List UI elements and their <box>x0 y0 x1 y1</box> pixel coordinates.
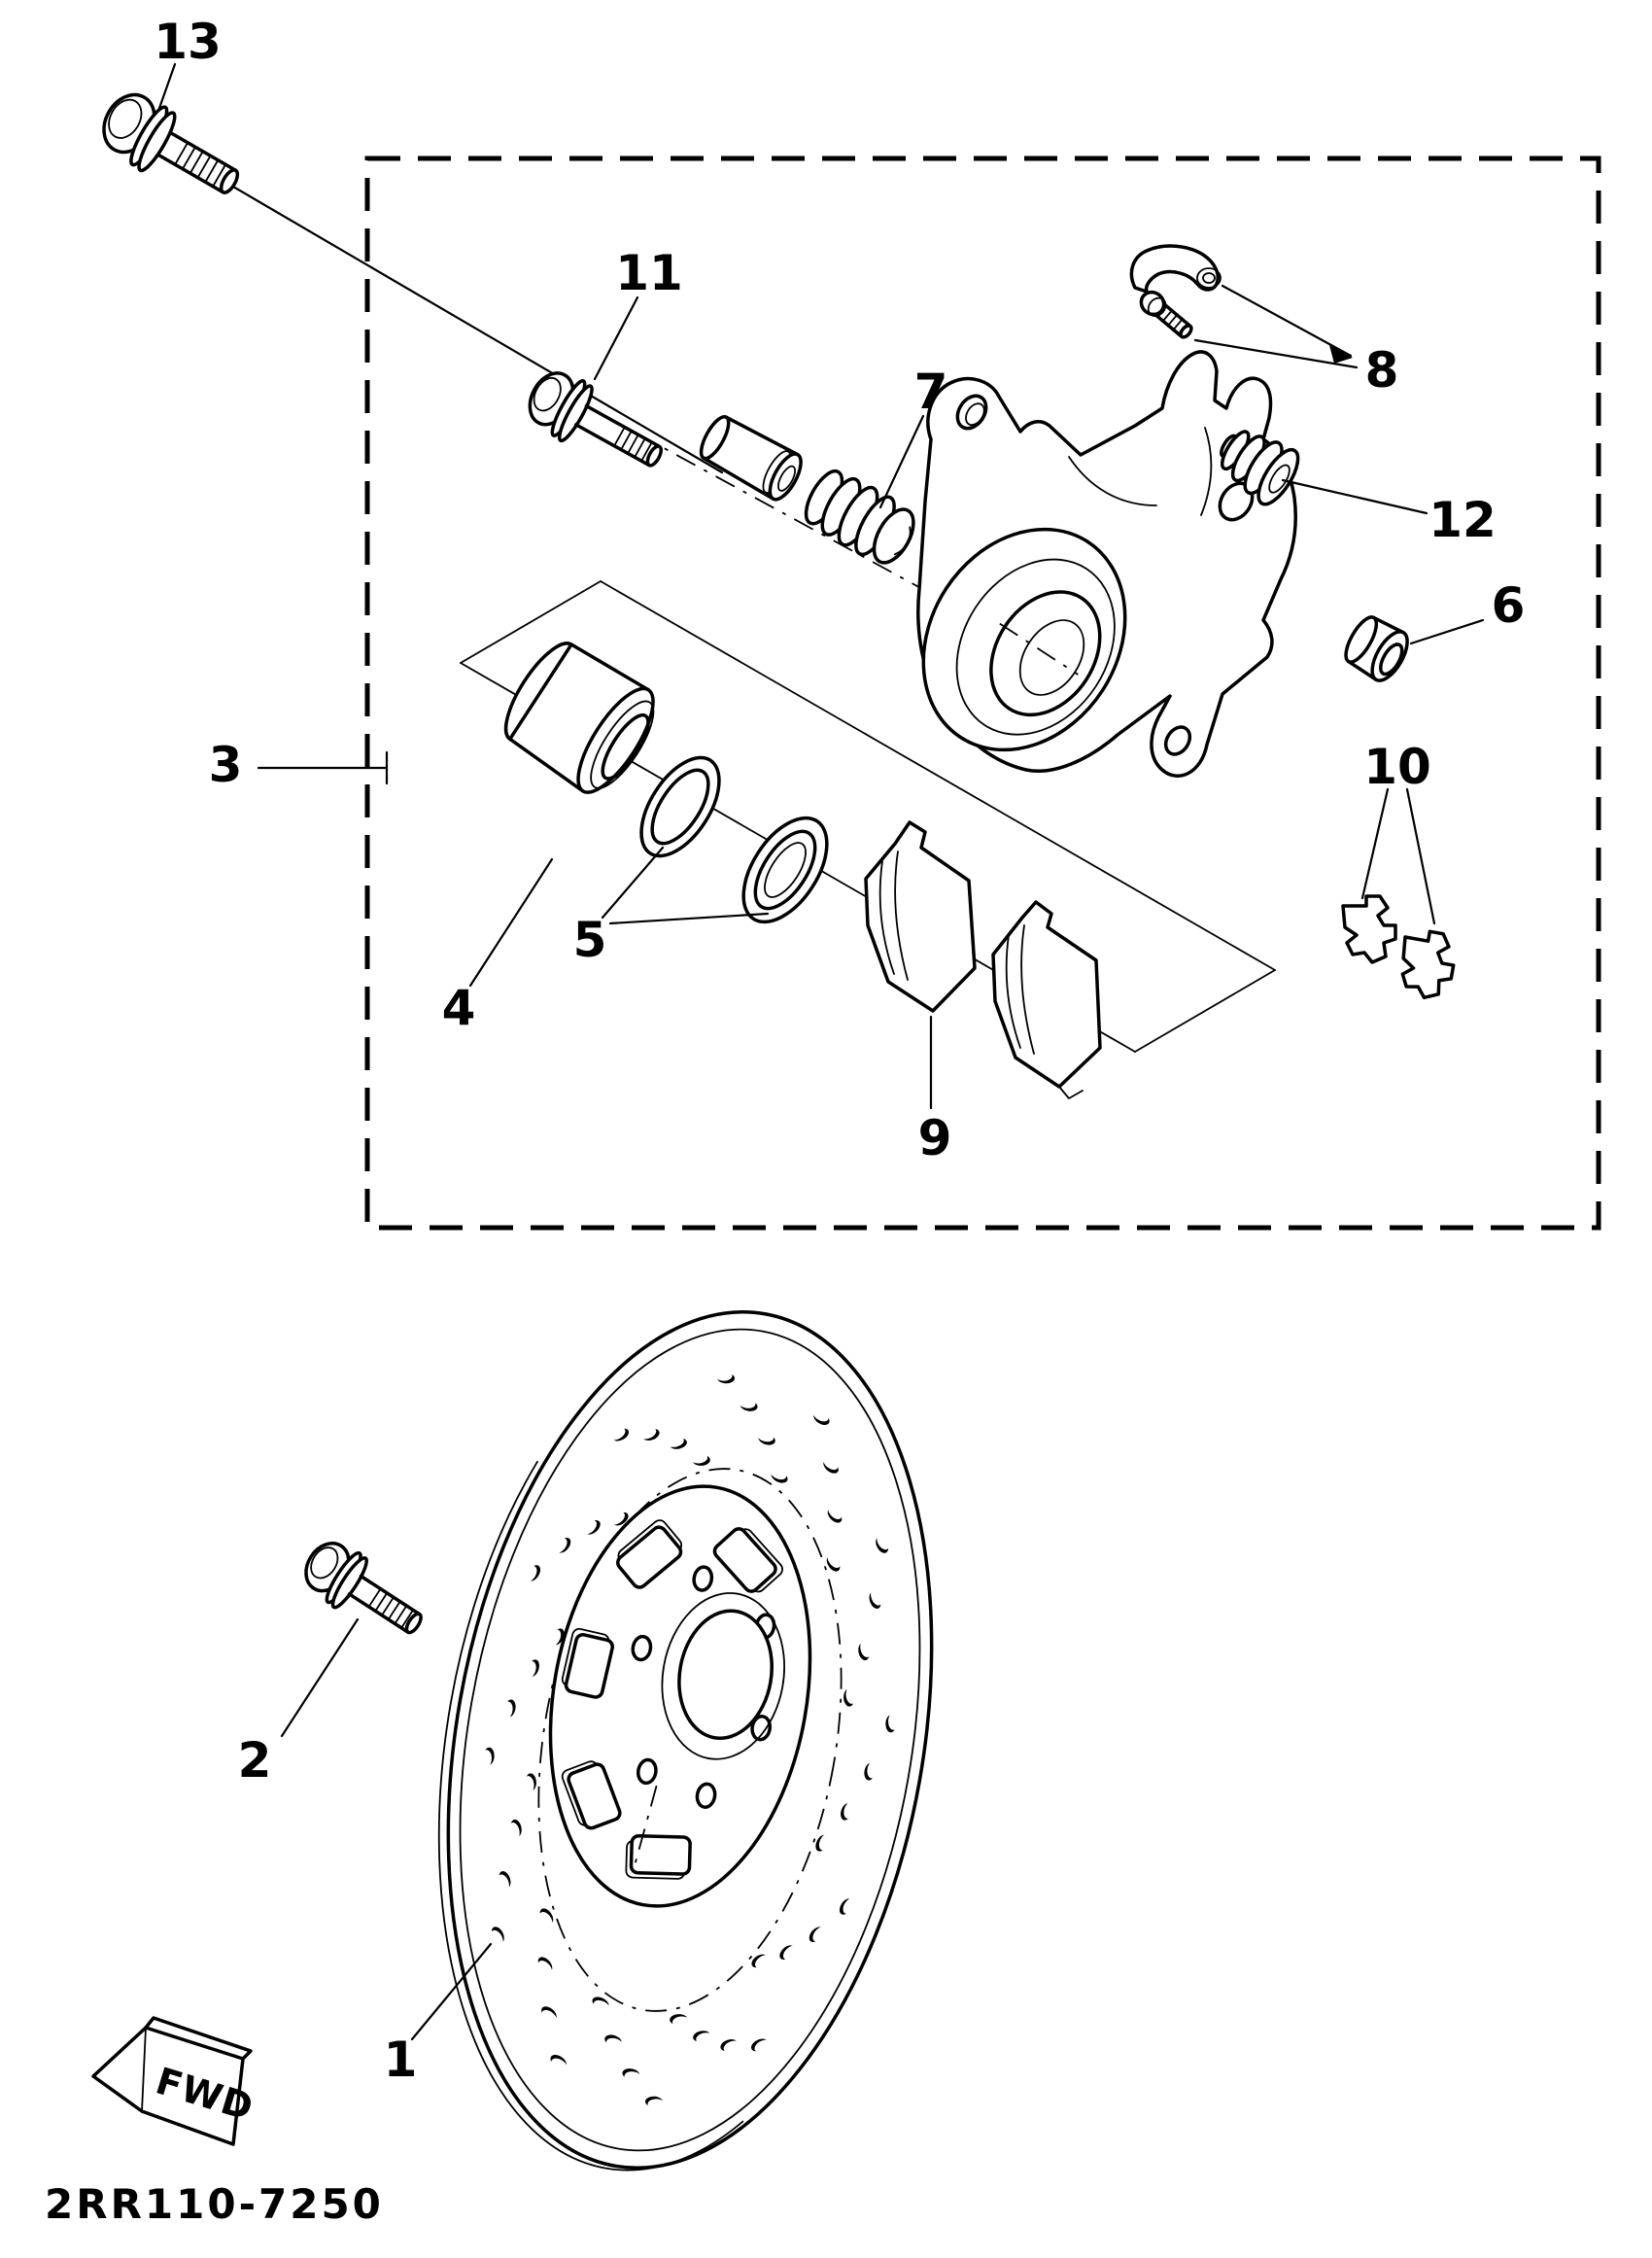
part-9-brake-pads <box>866 822 1100 1098</box>
callout-9: 9 <box>917 1110 952 1166</box>
part-code-text: 2RR110-7250 <box>45 2180 384 2228</box>
part-6-cap <box>1339 611 1414 686</box>
callout-8: 8 <box>1364 342 1399 399</box>
callout-2: 2 <box>237 1732 272 1789</box>
callout-4: 4 <box>441 980 476 1036</box>
part-4-piston <box>492 631 670 805</box>
part-10-pad-clips <box>1343 896 1459 1001</box>
callout-13: 13 <box>154 14 222 70</box>
callout-3: 3 <box>208 737 243 793</box>
callout-5: 5 <box>572 912 607 968</box>
callout-1: 1 <box>383 2032 418 2088</box>
callout-10: 10 <box>1363 739 1431 795</box>
fwd-arrow <box>93 2018 258 2144</box>
part-8-clip <box>1131 246 1221 292</box>
callout-6: 6 <box>1491 577 1526 634</box>
part-1-brake-disc <box>376 1272 995 2210</box>
part-11-bolt <box>519 363 673 487</box>
part-2-bolt <box>294 1532 433 1651</box>
part-8-screw <box>1137 288 1196 342</box>
callout-7: 7 <box>913 364 948 420</box>
part-13-bolt <box>91 84 251 214</box>
callout-11: 11 <box>615 245 683 301</box>
fwd-label: FWD <box>151 2059 259 2130</box>
part-collar <box>695 411 807 504</box>
part-5-seals <box>626 745 844 936</box>
leader-line-13-long <box>233 187 722 472</box>
callout-12: 12 <box>1428 492 1497 548</box>
part-7-boot <box>798 464 923 573</box>
